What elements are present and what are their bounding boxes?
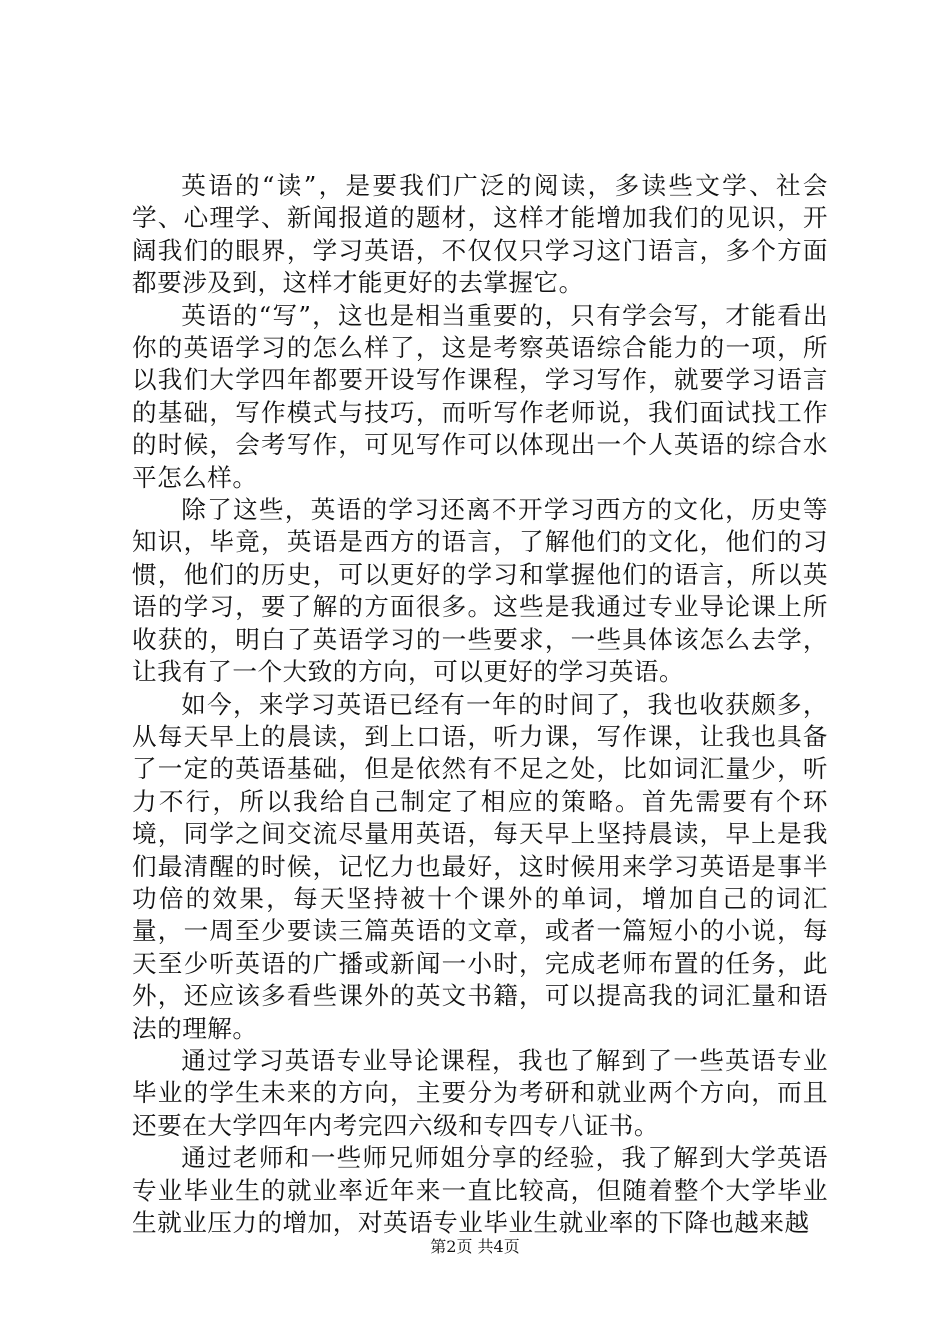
document-body: [132, 170, 828, 1239]
paragraph-4: 如今，来学习英语已经有一年的时间了，我也收获颇多，从每天早上的晨读，到上口语，听力课，写作课，让我也具备了一定的英语基础，但是依然有不足之处，比如词汇量少，听力不行，所以我给自己制定了相应的策略。首先需要有个环境，同学之间交流尽量用英语，每天早上坚持晨读，早上是我们最清醒的时候，记忆力也最好，这时候用来学习英语是事半功倍的效果，每天坚持被十个课外的单词，增加自己的词汇量，一周至少要读三篇英语的文章，或者一篇短小的小说，每天至少听英语的广播或新闻一小时，完成老师布置的任务，此外，还应该多看些课外的英文书籍，可以提高我的词汇量和语法的理解。: [132, 689, 828, 1043]
paragraph-3: 除了这些，英语的学习还离不开学习西方的文化，历史等知识，毕竟，英语是西方的语言，了解他们的文化，他们的习惯，他们的历史，可以更好的学习和掌握他们的语言，所以英语的学习，要了解的方面很多。这些是我通过专业导论课上所收获的，明白了英语学习的一些要求，一些具体该怎么去学，让我有了一个大致的方向，可以更好的学习英语。: [132, 495, 828, 687]
paragraph-5: 通过学习英语专业导论课程，我也了解到了一些英语专业毕业的学生未来的方向，主要分为考研和就业两个方向，而且还要在大学四年内考完四六级和专四专八证书。: [132, 1045, 828, 1140]
paragraph-1: 英语的“读”，是要我们广泛的阅读，多读些文学、社会学、心理学、新闻报道的题材，这样才能增加我们的见识，开阔我们的眼界，学习英语，不仅仅只学习这门语言，多个方面都要涉及到，这样才能更好的去掌握它。: [132, 171, 828, 298]
page-footer: 第2页 共4页: [430, 1237, 520, 1256]
paragraph-2: 英语的“写”，这也是相当重要的，只有学会写，才能看出你的英语学习的怎么样了，这是考察英语综合能力的一项，所以我们大学四年都要开设写作课程，学习写作，就要学习语言的基础，写作模式与技巧，而听写作老师说，我们面试找工作的时候，会考写作，可见写作可以体现出一个人英语的综合水平怎么样。: [132, 300, 828, 492]
paragraph-6: 通过老师和一些师兄师姐分享的经验，我了解到大学英语专业毕业生的就业率近年来一直比较高，但随着整个大学毕业生就业压力的增加，对英语专业毕业生就业率的下降也越来越: [132, 1143, 828, 1237]
